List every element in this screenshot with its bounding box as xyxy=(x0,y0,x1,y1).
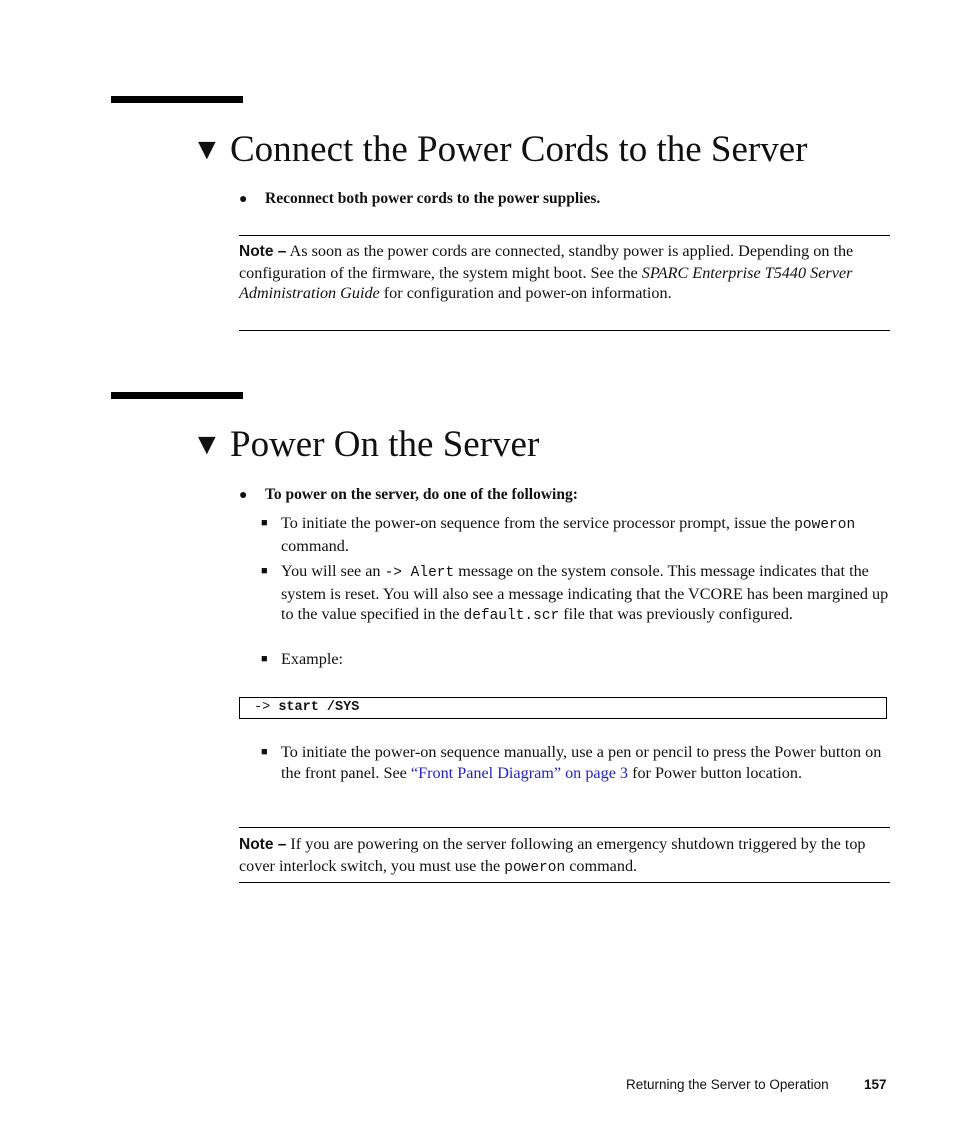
list-item-text: file that was previously configured. xyxy=(559,605,793,623)
square-bullet-icon: ■ xyxy=(261,565,268,577)
note-text: If you are powering on the server following an emergency shutdown triggered by the top cover interlock switch, you must use the xyxy=(239,835,866,875)
note-text: As soon as the power cords are connected, standby power is applied. Depending on the configuration of the firmware, the system might boot. See the xyxy=(239,242,854,282)
note-block xyxy=(239,834,891,878)
square-bullet-icon: ■ xyxy=(261,517,268,529)
inline-code: poweron xyxy=(504,859,566,876)
list-item-text: message on the system console. This message indicates that the system is reset. You will also see a message indicating that the VCORE has been margined up to the value specified in the xyxy=(281,562,889,623)
list-item-text: You will see an xyxy=(281,562,385,580)
note-label: Note – xyxy=(239,243,287,260)
note-bottom-rule xyxy=(239,882,890,883)
square-bullet-icon: ■ xyxy=(261,653,268,665)
note-block xyxy=(239,241,891,304)
list-item xyxy=(261,561,891,627)
bullet-icon: ● xyxy=(239,488,248,503)
footer-chapter-title: Returning the Server to Operation xyxy=(626,1077,829,1092)
note-text: for configuration and power-on information. xyxy=(379,284,672,302)
section-heading-text: Power On the Server xyxy=(230,424,540,465)
section-rule xyxy=(111,96,243,103)
note-top-rule xyxy=(239,235,890,236)
note-text: command. xyxy=(565,856,638,875)
list-item xyxy=(261,742,891,783)
section-heading xyxy=(192,423,539,467)
list-item-text: To initiate the power-on sequence manually, use a pen or pencil to press the Power button on the front panel. See xyxy=(281,743,882,782)
book-title: SPARC Enterprise T5440 Server Administration Guide xyxy=(239,263,853,302)
procedure-step xyxy=(239,486,578,504)
note-top-rule xyxy=(239,827,890,828)
list-item-text: command. xyxy=(281,536,349,555)
procedure-step-text: To power on the server, do one of the following: xyxy=(265,486,578,503)
list-item-text: Example: xyxy=(281,650,344,668)
list-item xyxy=(261,513,891,556)
section-heading-text: Connect the Power Cords to the Server xyxy=(230,129,808,170)
procedure-step-text: Reconnect both power cords to the power supplies. xyxy=(265,190,601,207)
note-bottom-rule xyxy=(239,330,890,331)
bullet-icon: ● xyxy=(239,192,248,207)
list-item-text: for Power button location. xyxy=(628,763,803,782)
cross-reference-link[interactable]: “Front Panel Diagram” on page 3 xyxy=(410,763,629,782)
code-prompt: -> xyxy=(254,700,271,715)
list-item xyxy=(261,649,891,670)
code-example xyxy=(239,697,887,719)
page-number: 157 xyxy=(864,1077,887,1092)
section-heading xyxy=(192,128,808,172)
code-line xyxy=(254,700,359,715)
inline-code: default.scr xyxy=(463,608,560,624)
procedure-step xyxy=(239,190,600,208)
section-rule xyxy=(111,392,243,399)
triangle-icon: ▼ xyxy=(192,428,222,461)
note-label: Note – xyxy=(239,836,287,853)
triangle-icon: ▼ xyxy=(192,133,222,166)
inline-code: -> Alert xyxy=(384,565,455,581)
square-bullet-icon: ■ xyxy=(261,746,268,758)
list-item-text: To initiate the power-on sequence from the service processor prompt, issue the xyxy=(281,514,795,532)
code-command: start /SYS xyxy=(278,700,360,715)
inline-code: poweron xyxy=(794,517,856,533)
